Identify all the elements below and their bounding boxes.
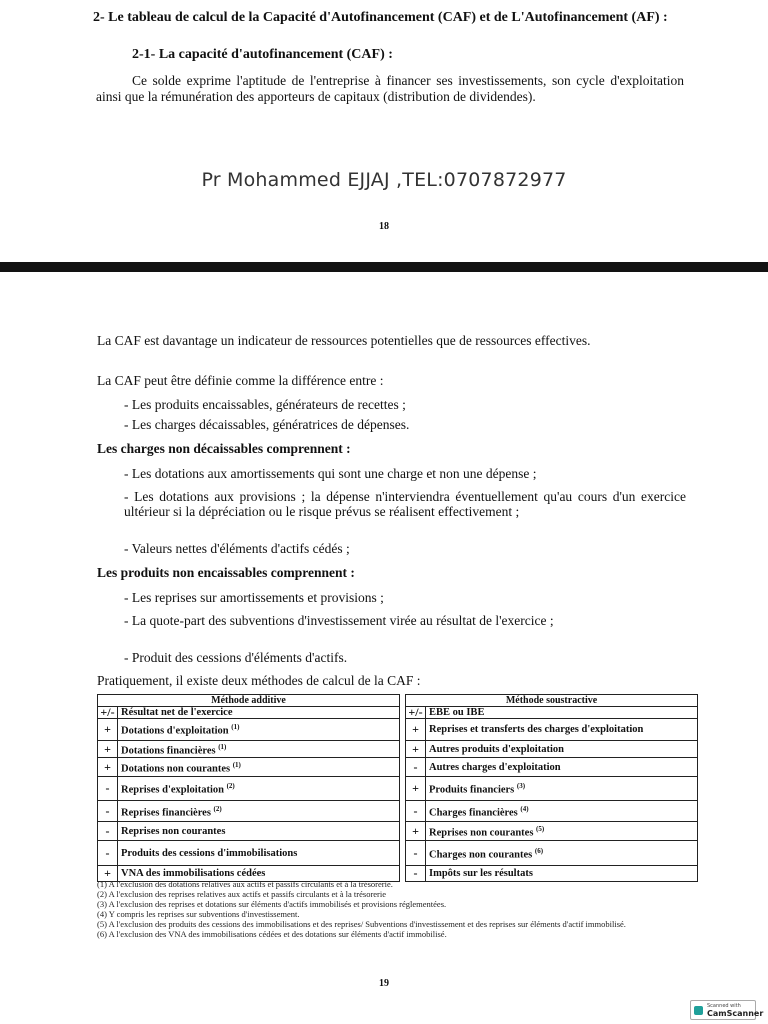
right-label: Reprises et transferts des charges d'exploitation [429,724,644,735]
table-row [98,758,698,777]
left-label: Résultat net de l'exercice [121,707,233,718]
left-label: Reprises non courantes [121,825,226,837]
footnote: (6) A l'exclusion des VNA des immobilisations cédées et des dotations sur éléments d'actif immobilisé. [97,929,447,939]
left-label: Reprises financières [121,807,211,819]
footnote-ref: (2) [226,782,235,791]
right-label-cell [426,719,698,741]
left-sign-cell: - [98,801,118,822]
footnote-ref: (1) [218,742,227,751]
left-sign-cell: +/- [98,707,118,719]
list-item: - Les produits encaissables, générateurs de recettes ; [124,397,406,412]
right-label-cell [426,822,698,841]
right-label-cell [426,741,698,758]
methods-intro: Pratiquement, il existe deux méthodes de calcul de la CAF : [97,673,421,688]
right-sign-cell: + [406,741,426,758]
right-label-cell [426,801,698,822]
footnotes [97,879,712,939]
left-label-cell [118,822,400,841]
footnote-ref: (5) [536,824,545,833]
right-sign-cell: - [406,866,426,882]
right-label: Charges financières [429,807,518,819]
right-label-cell [426,841,698,866]
right-sign-cell: + [406,719,426,741]
caf-methods-table [97,694,698,882]
left-sign-cell: - [98,777,118,801]
left-sign-cell: - [98,822,118,841]
footnote-ref: (1) [231,723,240,732]
left-label: Dotations financières [121,745,216,757]
left-label-cell [118,707,400,719]
page-19 [0,272,768,1024]
list-item: - Produit des cessions d'éléments d'actifs. [124,650,348,665]
left-label-cell [118,777,400,801]
left-label-cell [118,741,400,758]
left-sign-cell: - [98,841,118,866]
table-row [98,707,698,719]
left-label: Dotations non courantes [121,763,231,775]
footnote: (5) A l'exclusion des produits des cessions des immobilisations et des reprises/ Subventions d'investissement et des reprises sur éléments d'actif immobilisé. [97,919,626,929]
page-separator [0,262,768,272]
produits-title: Les produits non encaissables comprennent : [97,565,355,580]
camscanner-badge [690,1000,764,1020]
charges-title: Les charges non décaissables comprennent : [97,441,351,456]
list-item: - Les reprises sur amortissements et provisions ; [124,590,384,605]
right-label: Reprises non courantes [429,827,534,839]
right-label: EBE ou IBE [429,707,485,718]
footnote: (3) A l'exclusion des reprises et dotations sur éléments d'actifs immobilisés et provisions réglementées. [97,899,447,909]
table-row [98,719,698,741]
page-number: 18 [379,221,389,232]
right-sign-cell: - [406,801,426,822]
table-row [98,741,698,758]
right-sign-cell: - [406,841,426,866]
list-item: - Les dotations aux amortissements qui sont une charge et non une dépense ; [124,466,537,481]
difference-intro: La CAF peut être définie comme la différence entre : [97,373,384,388]
right-sign-cell: +/- [406,707,426,719]
right-label: Charges non courantes [429,849,533,861]
right-sign-cell: - [406,758,426,777]
right-label: Autres charges d'exploitation [429,761,561,773]
right-label: Autres produits d'exploitation [429,743,564,755]
left-sign-cell: + [98,758,118,777]
camscanner-logo-icon [694,1006,703,1015]
right-label: Impôts sur les résultats [429,868,533,879]
badge-brand: CamScanner [707,1009,764,1018]
list-item: - Valeurs nettes d'éléments d'actifs cédés ; [124,541,350,556]
right-sign-cell: + [406,777,426,801]
right-label-cell [426,758,698,777]
table-header-row [98,695,698,707]
left-label-cell [118,841,400,866]
right-label-cell [426,707,698,719]
caf-definition-paragraph: Ce solde exprime l'aptitude de l'entreprise à financer ses investissements, son cycle d'exploitation ainsi que la rémunération des apporteurs de capitaux (distribution de dividendes). [96,73,684,104]
table-row [98,822,698,841]
right-label: Produits financiers [429,784,515,796]
author-watermark: Pr Mohammed EJJAJ ,TEL:0707872977 [201,169,567,191]
footnote-ref: (3) [516,782,526,791]
left-sign-cell: + [98,866,118,882]
footnote: (2) A l'exclusion des reprises relatives aux actifs et passifs circulants et à la trésorerie [97,889,387,899]
section-heading: 2- Le tableau de calcul de la Capacité d'Autofinancement (CAF) et de L'Autofinancement (AF) : [93,10,668,25]
list-item: - La quote-part des subventions d'investissement virée au résultat de l'exercice ; [124,613,554,628]
table-row [98,801,698,822]
left-label-cell [118,719,400,741]
footnote-ref: (1) [232,760,241,769]
table-body [98,707,698,882]
intro-paragraph: La CAF est davantage un indicateur de ressources potentielles que de ressources effectives. [97,333,591,348]
additive-method-header: Méthode additive [98,695,400,707]
footnote: (4) Y compris les reprises sur subventions d'investissement. [97,909,300,919]
left-label: Produits des cessions d'immobilisations [121,847,298,859]
list-item: - Les dotations aux provisions ; la dépense n'interviendra éventuellement qu'au cours d'un exercice ultérieur si la dépréciation ou le risque prévus se réalisent effectivement ; [124,489,686,519]
footnote-ref: (4) [520,804,529,813]
right-sign-cell: + [406,822,426,841]
left-sign-cell: + [98,719,118,741]
left-label-cell [118,758,400,777]
left-label: Dotations d'exploitation [121,725,229,737]
table-row [98,841,698,866]
footnote-ref: (2) [213,804,222,813]
badge-caption: Scanned with [707,1003,741,1009]
left-label-cell [118,801,400,822]
table-row [98,777,698,801]
right-label-cell [426,777,698,801]
page-number: 19 [379,978,389,989]
subsection-heading: 2-1- La capacité d'autofinancement (CAF) : [132,47,393,62]
left-label: VNA des immobilisations cédées [121,868,266,879]
subtractive-method-header: Méthode soustractive [406,695,698,707]
page-18 [0,0,768,262]
list-item: - Les charges décaissables, génératrices de dépenses. [124,417,410,432]
left-sign-cell: + [98,741,118,758]
left-label: Reprises d'exploitation [121,784,224,796]
footnote: (1) A l'exclusion des dotations relatives aux actifs et passifs circulants et à la trésorerie. [97,879,393,889]
footnote-ref: (6) [534,846,544,855]
